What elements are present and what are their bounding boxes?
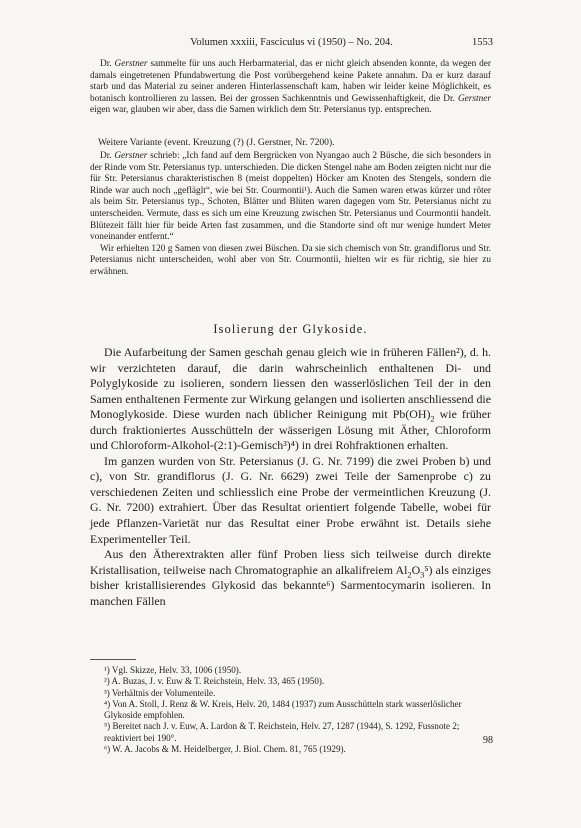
variant-paragraph-2: Wir erhielten 120 g Samen von diesen zwei Büschen. Da sie sich chemisch von Str. grandiflorus und Str. Petersianus nicht unterscheiden, wohl aber von Str. Courmontii, hielten wir es für richtig, sie hier zu erwähnen. (90, 243, 491, 277)
intro-block (90, 59, 491, 117)
footnote-1: ¹) Vgl. Skizze, Helv. 33, 1006 (1950). (104, 665, 242, 675)
footnote-4: ⁴) Von A. Stoll, J. Renz & W. Kreis, Helv. 20, 1484 (1937) zum Ausschütteln stark wasserlöslicher Glykoside empfohlen. (104, 698, 462, 721)
journal-header: Volumen xxxiii, Fasciculus vi (1950) – No. 204. (190, 37, 393, 48)
main-paragraph-3: Aus den Ätherextrakten aller fünf Proben liess sich teilweise durch direkte Kristallisation, teilweise nach Chromatographie an alkalifreiem $Al_2O_3^5$) als einziges bisher kristallisierendes Glykosid das bekannte⁶) Sarmentocymarin isolieren. In manchen Fällen (90, 547, 492, 608)
variant-paragraph: Dr. Gerstner schrieb: „Ich fand auf dem Bergrücken von Nyangao auch 2 Büsche, die sich besonders in der Rinde vom Str. Petersianus typ. unterschieden. Die dicken Stengel nahe am Boden zeigten nicht nur die für Str. Petersianus charakteristischen 8 (meist doppelten) Höcker am Knoten des Stengels, sondern die Rinde war auch noch „gefläglt“, wie bei Str. Courmontii¹). Auch die Samen waren etwas kürzer und röter als beim Str. Petersianus typ., Schoten, Blätter und Blüten waren dagegen vom Str. Petersianus nicht zu unterscheiden. Vermute, dass es sich um eine Kreuzung zwischen Str. Petersianus und Courmontii handelt. Blütezeit fällt hier für beide Arten fast zusammen, und die Standorte sind oft nur wenige hundert Meter voneinander entfernt.“ (90, 151, 492, 243)
main-paragraph-1: Die Aufarbeitung der Samen geschah genau gleich wie in früheren Fällen²), d. h. wir verzichteten darauf, die darin wahrscheinlich enthaltenen Di- und Polyglykoside zu isolieren, sondern liessen den wasserlöslichen Teil der in den Samen enthaltenen Fermente zur Wirkung gelangen und isolierten anschliessend die Monoglykoside. Diese wurden nach üblicher Reinigung mit $Pb(OH)_2$ wie früher durch fraktioniertes Ausschütteln der wässerigen Lösung mit Äther, Chloroform und Chloroform-Alkohol-(2:1)-Gemisch³)⁴) in drei Rohfraktionen erhalten. (90, 345, 491, 453)
main-paragraph-2: Im ganzen wurden von Str. Petersianus (J. G. Nr. 7199) die zwei Proben b) und c), von Str. grandiflorus (J. G. Nr. 6629) zwei Teile der Samenprobe c) zu verschiedenen Zeiten und schliesslich eine Probe der vermeintlichen Kreuzung (J. G. Nr. 7200) extrahiert. Über das Resultat orientiert folgende Tabelle, wobei für jede Pflanzen-Varietät nur das Resultat einer Probe erwähnt ist. Details siehe Experimenteller Teil. (90, 453, 491, 546)
variant-heading: Weitere Variante (event. Kreuzung (?) (J. Gerstner, Nr. 7200). (98, 137, 335, 148)
signature-number: 98 (483, 735, 493, 746)
footnote-6: ⁶) W. A. Jacobs & M. Heidelberger, J. Biol. Chem. 81, 765 (1929). (104, 744, 346, 755)
intro-paragraph: Dr. Gerstner sammelte für uns auch Herbarmaterial, das er nicht gleich absenden konnte, da wegen der damals eingetretenen Pfundabwertung die Post vorübergehend keine Pakete annahm. Da er kurz darauf starb und das Material zu seiner anderen Hinterlassenschaft kam, haben wir leider keine Möglichkeit, es botanisch kontrollieren zu lassen. Bei der grossen Sachkenntnis und Gewissenhaftigkeit, die Dr. Gerstner eigen war, glauben wir aber, dass die Samen wirklich dem Str. Petersianus typ. entsprechen. (90, 59, 492, 116)
page-number: 1553 (472, 37, 493, 48)
main-text (90, 345, 491, 609)
footnote-3: ³) Verhältnis der Volumenteile. (104, 687, 216, 698)
footnote-rule (90, 659, 136, 660)
variant-block (90, 151, 491, 279)
footnotes (90, 665, 491, 755)
footnote-5: ⁵) Bereitet nach J. v. Euw, A. Lardon & T. Reichstein, Helv. 27, 1287 (1944), S. 1292, Fussnote 2; reaktiviert bei 190°. (104, 721, 460, 743)
section-title: Isolierung der Glykoside. (213, 322, 368, 336)
footnote-2: ²) A. Buzas, J. v. Euw & T. Reichstein, Helv. 33, 465 (1950). (104, 676, 325, 687)
